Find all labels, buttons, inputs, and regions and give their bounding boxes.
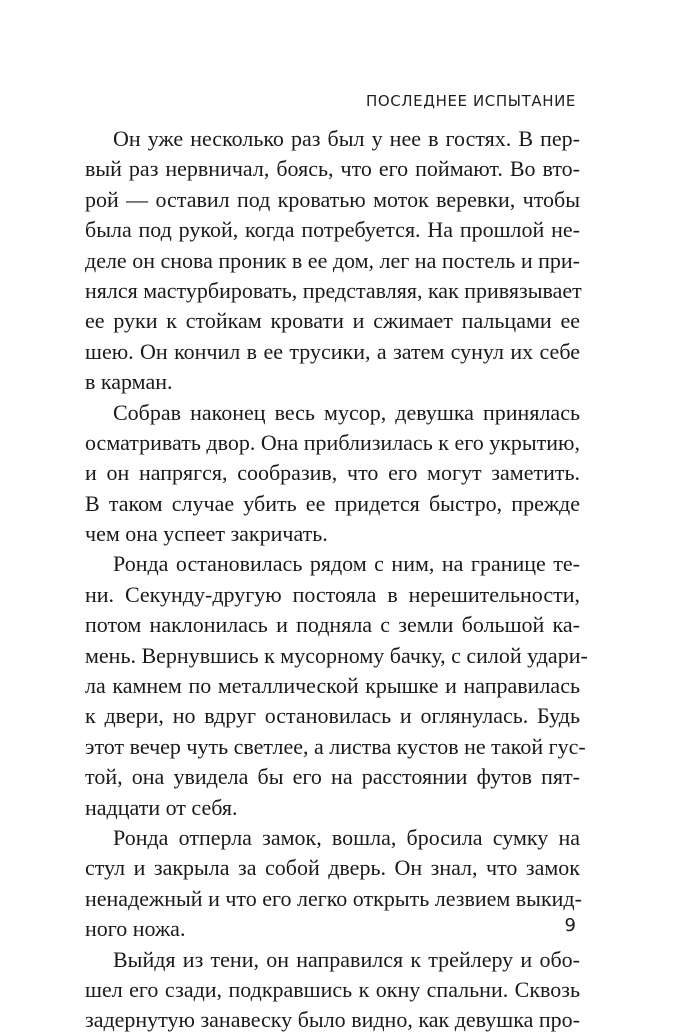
text-line: Он уже несколько раз был у нее в гостях. В пер- xyxy=(113,126,580,151)
text-line: нялся мастурбировать, представляя, как привязывает xyxy=(85,277,582,303)
text-line: осматривать двор. Она приблизилась к его укрытию, xyxy=(85,429,580,455)
paragraph xyxy=(85,823,580,945)
text-line: ненадежный и что его легко открыть лезвием выкид- xyxy=(85,885,582,911)
text-line: мень. Вернувшись к мусорному бачку, с силой удари- xyxy=(85,642,588,668)
text-line: рой — оставил под кроватью моток веревки, чтобы xyxy=(85,186,580,212)
text-line: в карман. xyxy=(85,369,173,395)
text-line: этот вечер чуть светлее, а листва кустов не такой гус- xyxy=(85,733,586,759)
text-line: деле он снова проник в ее дом, лег на постель и при- xyxy=(85,247,580,273)
running-head: ПОСЛЕДНЕЕ ИСПЫТАНИЕ xyxy=(365,92,576,110)
text-line: потом наклонилась и подняла с земли большой ка- xyxy=(85,612,580,638)
page-number: 9 xyxy=(564,915,576,936)
text-line: задернутую занавеску было видно, как девушка про- xyxy=(85,1007,580,1033)
text-line: ни. Секунду-другую постояла в нерешительности, xyxy=(85,581,580,607)
text-line: Ронда остановилась рядом с ним, на границе те- xyxy=(113,551,580,577)
text-line: Выйдя из тени, он направился к трейлеру и обо- xyxy=(113,946,580,972)
text-line: надцати от себя. xyxy=(85,794,238,820)
text-line: чем она успеет закричать. xyxy=(85,521,328,547)
text-line: была под рукой, когда потребуется. На прошлой не- xyxy=(85,217,580,243)
paragraph xyxy=(85,398,580,550)
text-line: шел его сзади, подкравшись к окну спальни. Сквозь xyxy=(85,976,580,1002)
text-line: той, она увидела бы его на расстоянии футов пят- xyxy=(85,764,580,790)
text-line: вый раз нервничал, боясь, что его поймают. Во вто- xyxy=(85,156,580,182)
text-line: к двери, но вдруг остановилась и оглянулась. Будь xyxy=(85,703,580,729)
text-line: шею. Он кончил в ее трусики, а затем сунул их себе xyxy=(85,338,580,364)
paragraph xyxy=(85,549,588,823)
paragraph xyxy=(85,945,580,1036)
text-line: Ронда отперла замок, вошла, бросила сумку на xyxy=(113,824,580,850)
text-line: Собрав наконец весь мусор, девушка принялась xyxy=(113,399,580,425)
body-text xyxy=(85,124,588,1036)
text-line: стул и закрыла за собой дверь. Он знал, что замок xyxy=(85,855,580,881)
text-line: и он напрягся, сообразив, что его могут заметить. xyxy=(85,460,580,486)
text-line: ее руки к стойкам кровати и сжимает пальцами ее xyxy=(85,308,580,334)
text-line: ного ножа. xyxy=(85,916,186,942)
text-line: В таком случае убить ее придется быстро, прежде xyxy=(85,490,580,516)
paragraph xyxy=(85,124,580,398)
text-line: ла камнем по металлической крышке и направилась xyxy=(85,673,580,699)
